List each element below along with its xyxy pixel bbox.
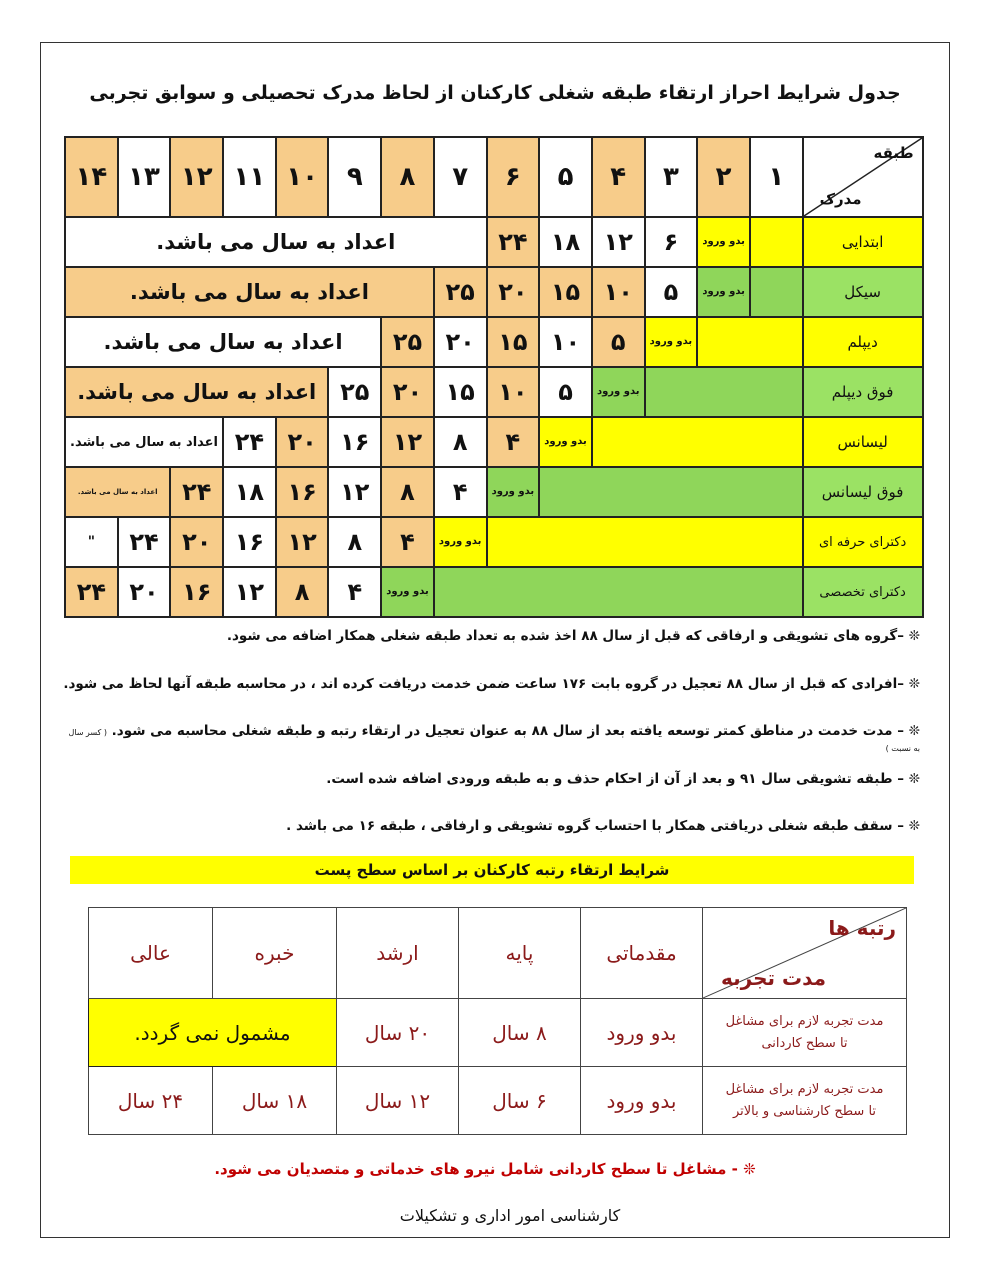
degree-label: دیپلم — [803, 317, 923, 367]
value-cell: ۲۰ — [381, 367, 434, 417]
degree-label: ابتدایی — [803, 217, 923, 267]
no-entry-cell: بدو ورود — [539, 417, 592, 467]
grade-header: ۸ — [381, 137, 434, 217]
value-cell: ۱۲ سال — [337, 1067, 459, 1135]
value-cell: ۱۰ — [539, 317, 592, 367]
value-cell: ۸ — [434, 417, 487, 467]
row-label-line: مدت تجربه لازم برای مشاغل — [725, 1081, 884, 1097]
value-cell: ۱۵ — [539, 267, 592, 317]
degree-label: فوق لیسانس — [803, 467, 923, 517]
value-cell: ۲۰ سال — [337, 999, 459, 1067]
value-cell: ۱۵ — [487, 317, 540, 367]
grade-header: ۵ — [539, 137, 592, 217]
value-cell: ۲۴ — [223, 417, 276, 467]
value-cell: ۴ — [434, 467, 487, 517]
signature: کارشناسی امور اداری و تشکیلات — [399, 1206, 621, 1225]
grade-header: ۱ — [750, 137, 803, 217]
value-cell: ۲۴ سال — [89, 1067, 213, 1135]
value-cell: ۱۸ سال — [213, 1067, 337, 1135]
excluded-cell: مشمول نمی گردد. — [89, 999, 337, 1067]
note: ❊ –افرادی که قبل از سال ۸۸ تعجیل در گروه بابت ۱۷۶ ساعت ضمن خدمت دریافت کرده اند ، در محاسبه طبقه آنها لحاظ می شود. — [63, 676, 920, 692]
grade-header: ۱۱ — [223, 137, 276, 217]
grade-header: ۱۰ — [276, 137, 329, 217]
value-cell: ۱۲ — [328, 467, 381, 517]
empty-cell — [487, 517, 803, 567]
value-cell: ۱۲ — [276, 517, 329, 567]
rank-header: مقدماتی — [581, 908, 703, 999]
rank-header: پایه — [459, 908, 581, 999]
value-cell: ۲۰ — [434, 317, 487, 367]
no-entry-cell: بدو ورود — [487, 467, 540, 517]
value-cell: ۱۸ — [223, 467, 276, 517]
note-suffix: ( کسر سال به نسبت ) — [68, 728, 920, 753]
table-row — [89, 999, 907, 1067]
years-note-cell: اعداد به سال می باشد. — [65, 217, 487, 267]
grade-header: ۶ — [487, 137, 540, 217]
degree-label: دکترای تخصصی — [803, 567, 923, 617]
table-row — [65, 217, 923, 267]
footnote: ❊ - مشاغل تا سطح کاردانی شامل نیرو های خدماتی و متصدیان می شود. — [214, 1160, 756, 1178]
row-label-line: مدت تجربه لازم برای مشاغل — [725, 1013, 884, 1029]
value-cell: ۱۲ — [223, 567, 276, 617]
value-cell: ۵ — [592, 317, 645, 367]
rank-header: عالی — [89, 908, 213, 999]
value-cell: ۵ — [539, 367, 592, 417]
grade-header: ۳ — [645, 137, 698, 217]
value-cell: ۲۰ — [276, 417, 329, 467]
no-entry-cell: بدو ورود — [592, 367, 645, 417]
value-cell: ۱۲ — [592, 217, 645, 267]
grade-header: ۱۲ — [170, 137, 223, 217]
value-cell: ۲۰ — [118, 567, 171, 617]
note: ❊ – سقف طبقه شغلی دریافتی همکار با احتساب گروه تشویقی و ارفاقی ، طبقه ۱۶ می باشد . — [286, 818, 920, 834]
value-cell: ۸ — [328, 517, 381, 567]
rank-header: خبره — [213, 908, 337, 999]
value-cell: ۸ — [276, 567, 329, 617]
no-entry-cell: بدو ورود — [381, 567, 434, 617]
value-cell: ۶ سال — [459, 1067, 581, 1135]
value-cell: ۵ — [645, 267, 698, 317]
empty-cell — [434, 567, 803, 617]
years-note-cell: اعداد به سال می باشد. — [65, 267, 434, 317]
section-title: شرایط ارتقاء رتبه کارکنان بر اساس سطح پست — [70, 856, 914, 884]
value-cell: ۲۵ — [434, 267, 487, 317]
empty-cell — [750, 217, 803, 267]
corner-rank-label: رتبه ها — [828, 916, 896, 940]
value-cell: ۲۴ — [118, 517, 171, 567]
page-title: جدول شرایط احراز ارتقاء طبقه شغلی کارکنان از لحاظ مدرک تحصیلی و سوابق تجربی — [89, 82, 901, 104]
value-cell: ۲۴ — [170, 467, 223, 517]
no-entry-cell: بدو ورود — [697, 267, 750, 317]
value-cell: ۴ — [328, 567, 381, 617]
grade-header: ۹ — [328, 137, 381, 217]
grade-header: ۲ — [697, 137, 750, 217]
grade-header: ۱۴ — [65, 137, 118, 217]
value-cell: ۱۵ — [434, 367, 487, 417]
grade-header: ۴ — [592, 137, 645, 217]
corner-degree-label: مدرک — [819, 190, 862, 208]
rank-corner-cell — [703, 908, 907, 999]
grade-header: ۱۳ — [118, 137, 171, 217]
note: ❊ –گروه های تشویقی و ارفاقی که قبل از سال ۸۸ اخذ شده به تعداد طبقه شغلی همکار اضافه می شود. — [226, 628, 920, 644]
grade-header: ۷ — [434, 137, 487, 217]
table-corner-cell — [803, 137, 923, 217]
corner-experience-label: مدت تجربه — [721, 966, 826, 990]
row-label — [703, 999, 907, 1067]
row-label — [703, 1067, 907, 1135]
value-cell: ۸ — [381, 467, 434, 517]
no-entry-cell: بدو ورود — [697, 217, 750, 267]
rank-promotion-table — [88, 907, 907, 1135]
years-note-cell: اعداد به سال می باشد. — [65, 367, 328, 417]
promotion-grade-table — [64, 136, 924, 618]
value-cell: ۸ سال — [459, 999, 581, 1067]
years-note-cell: اعداد به سال می باشد. — [65, 317, 381, 367]
row-label-line: تا سطح کاردانی — [761, 1035, 848, 1051]
no-entry-cell: بدو ورود — [645, 317, 698, 367]
value-cell: ۲۰ — [487, 267, 540, 317]
empty-cell — [592, 417, 803, 467]
value-cell: ۴ — [381, 517, 434, 567]
table-row — [65, 567, 923, 617]
value-cell: ۱۶ — [223, 517, 276, 567]
table-row — [89, 1067, 907, 1135]
note — [60, 723, 920, 755]
degree-label: فوق دیپلم — [803, 367, 923, 417]
value-cell: ۱۶ — [328, 417, 381, 467]
empty-cell — [645, 367, 803, 417]
degree-label: لیسانس — [803, 417, 923, 467]
years-note-cell: اعداد به سال می باشد. — [65, 417, 223, 467]
value-cell: ۱۶ — [276, 467, 329, 517]
value-cell: بدو ورود — [581, 999, 703, 1067]
value-cell: ۲۴ — [487, 217, 540, 267]
ditto-cell: " — [65, 517, 118, 567]
value-cell: ۲۵ — [381, 317, 434, 367]
value-cell: ۲۰ — [170, 517, 223, 567]
corner-grade-label: طبقه — [873, 144, 914, 162]
value-cell: ۲۵ — [328, 367, 381, 417]
years-note-cell: اعداد به سال می باشد. — [65, 467, 170, 517]
value-cell: ۱۶ — [170, 567, 223, 617]
no-entry-cell: بدو ورود — [434, 517, 487, 567]
row-label-line: تا سطح کارشناسی و بالاتر — [732, 1103, 877, 1119]
empty-cell — [750, 267, 803, 317]
table-row — [65, 317, 923, 367]
table-row — [65, 517, 923, 567]
value-cell: بدو ورود — [581, 1067, 703, 1135]
table-row — [65, 467, 923, 517]
degree-label: سیکل — [803, 267, 923, 317]
value-cell: ۲۴ — [65, 567, 118, 617]
value-cell: ۶ — [645, 217, 698, 267]
empty-cell — [539, 467, 802, 517]
note: ❊ – طبقه تشویقی سال ۹۱ و بعد از آن از احکام حذف و به طبقه ورودی اضافه شده است. — [326, 771, 920, 787]
note-text: ❊ – مدت خدمت در مناطق کمتر توسعه یافته بعد از سال ۸۸ به عنوان تعجیل در ارتقاء رتبه و طبقه شغلی محاسبه می شود. — [111, 723, 920, 739]
value-cell: ۱۰ — [592, 267, 645, 317]
table-row — [65, 367, 923, 417]
value-cell: ۱۸ — [539, 217, 592, 267]
degree-label: دکترای حرفه ای — [803, 517, 923, 567]
rank-header: ارشد — [337, 908, 459, 999]
value-cell: ۴ — [487, 417, 540, 467]
value-cell: ۱۲ — [381, 417, 434, 467]
table-row — [65, 267, 923, 317]
empty-cell — [697, 317, 802, 367]
table-row — [65, 417, 923, 467]
value-cell: ۱۰ — [487, 367, 540, 417]
